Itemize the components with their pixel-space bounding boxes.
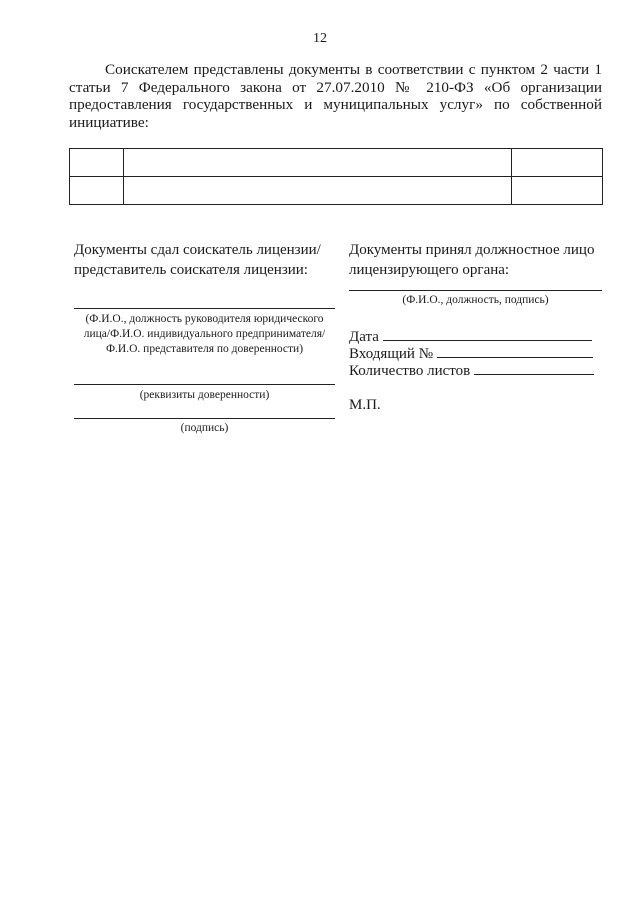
applicant-signature-caption: (подпись) <box>180 422 229 434</box>
table-cell-document <box>124 149 512 177</box>
sheet-count-field <box>349 360 594 380</box>
documents-table <box>69 148 603 205</box>
applicant-name-line <box>74 308 335 309</box>
applicant-heading: Документы сдал соискатель лицензии/представитель соискателя лицензии: <box>74 242 321 278</box>
date-blank <box>383 326 592 341</box>
sheet-count-label: Количество листов <box>349 363 471 379</box>
table-cell-sheets <box>512 177 603 205</box>
date-label: Дата <box>349 329 379 345</box>
page-number: 12 <box>313 31 327 46</box>
sheet-count-blank <box>474 360 594 375</box>
incoming-number-blank <box>437 343 593 358</box>
table-cell-number <box>70 177 124 205</box>
proxy-details-line <box>74 384 335 385</box>
intro-paragraph: Соискателем представлены документы в соответствии с пунктом 2 части 1 статьи 7 Федерального закона от 27.07.2010 № 210-ФЗ «Об организации предоставления государственных и муниципальных услуг» по собственной инициативе: <box>69 61 602 131</box>
applicant-signature-line <box>74 418 335 419</box>
official-name-caption: (Ф.И.О., должность, подпись) <box>402 294 549 306</box>
stamp-label: М.П. <box>349 397 381 413</box>
table-cell-sheets <box>512 149 603 177</box>
applicant-name-caption: (Ф.И.О., должность руководителя юридического лица/Ф.И.О. индивидуального предпринимателя/ Ф.И.О. представителя по доверенности) <box>83 313 326 355</box>
table-cell-number <box>70 149 124 177</box>
official-name-line <box>349 290 602 291</box>
table-row <box>70 149 603 177</box>
proxy-details-caption: (реквизиты доверенности) <box>139 389 270 401</box>
table-cell-document <box>124 177 512 205</box>
official-heading: Документы принял должностное лицо лицензирующего органа: <box>349 242 595 278</box>
table-row <box>70 177 603 205</box>
incoming-number-label: Входящий № <box>349 346 434 362</box>
